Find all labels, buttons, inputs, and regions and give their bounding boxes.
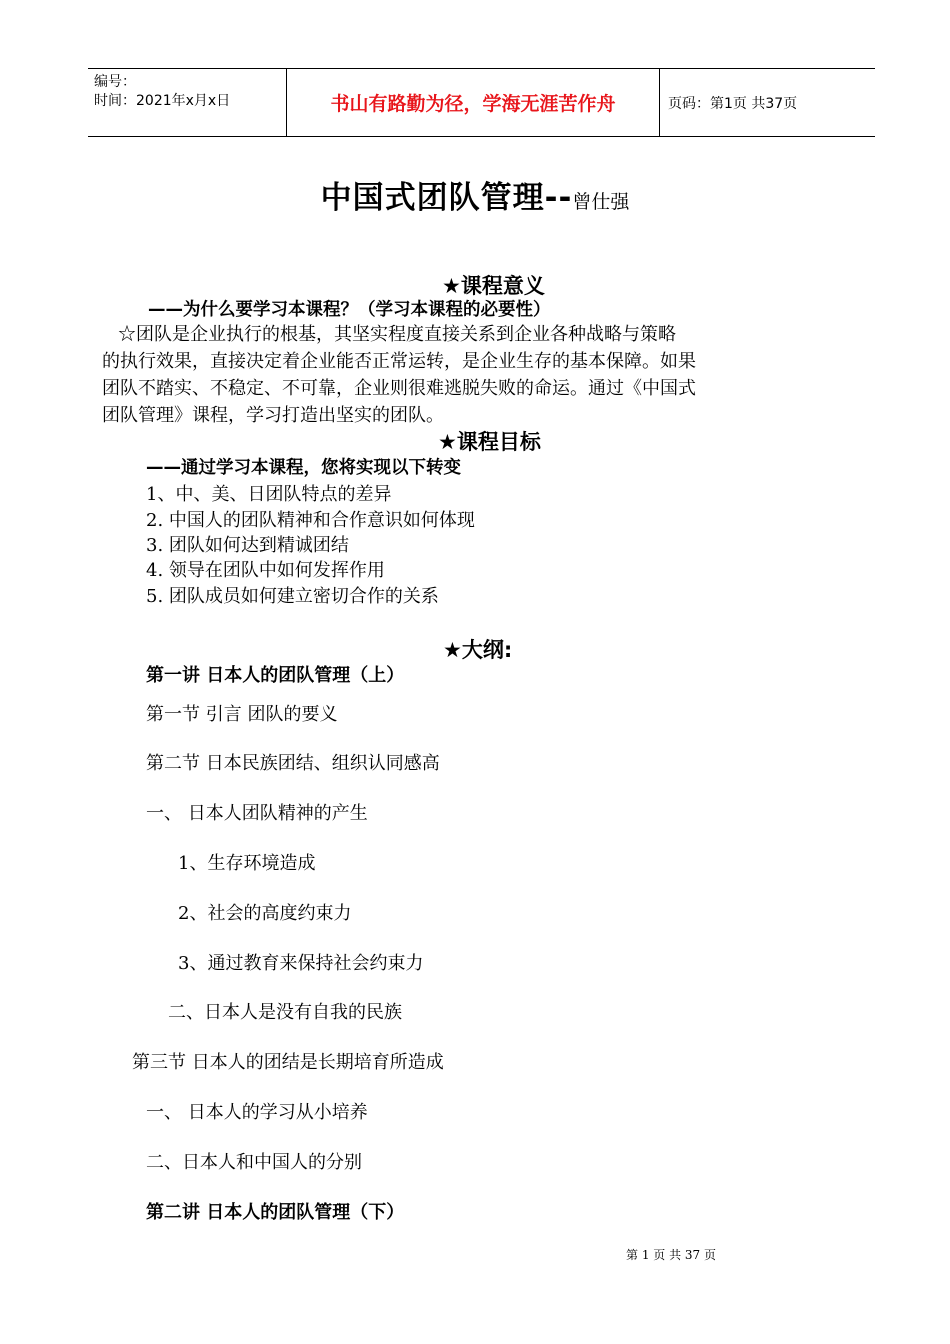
heading-course-meaning: ★课程意义 bbox=[442, 274, 545, 298]
header-motto: 书山有路勤为径，学海无涯苦作舟 bbox=[286, 69, 660, 136]
goal-item: 1、中、美、日团队特点的差异 bbox=[146, 484, 392, 505]
paragraph-course-meaning bbox=[102, 321, 842, 429]
goal-item: 3. 团队如何达到精诚团结 bbox=[146, 535, 349, 556]
document-header bbox=[88, 68, 875, 137]
outline-section: 第二节 日本民族团结、组织认同感高 bbox=[146, 753, 440, 774]
subheading-course-meaning: ——为什么要学习本课程？（学习本课程的必要性） bbox=[148, 300, 551, 320]
header-meta bbox=[94, 73, 284, 111]
goal-item: 5. 团队成员如何建立密切合作的关系 bbox=[146, 586, 439, 607]
document-title bbox=[0, 172, 950, 217]
page-footer: 第 1 页 共 37 页 bbox=[626, 1248, 716, 1262]
goal-item: 2. 中国人的团队精神和合作意识如何体现 bbox=[146, 510, 475, 531]
outline-section: 第三节 日本人的团结是长期培育所造成 bbox=[132, 1052, 444, 1073]
paragraph-line: 团队不踏实、不稳定、不可靠，企业则很难逃脱失败的命运。通过《中国式 bbox=[102, 378, 696, 399]
outline-subpoint: 2、社会的高度约束力 bbox=[178, 903, 352, 924]
outline-point: 二、日本人是没有自我的民族 bbox=[168, 1002, 402, 1023]
outline-point: 二、日本人和中国人的分别 bbox=[146, 1152, 362, 1173]
outline-subpoint: 1、生存环境造成 bbox=[178, 853, 316, 874]
header-time-label: 时间：2021年x月x日 bbox=[94, 93, 231, 109]
outline-lecture-2: 第二讲 日本人的团队管理（下） bbox=[146, 1202, 405, 1223]
title-main: 中国式团队管理-- bbox=[320, 180, 573, 216]
header-number-label: 编号： bbox=[94, 74, 136, 90]
outline-section: 第一节 引言 团队的要义 bbox=[146, 704, 338, 725]
outline-subpoint: 3、通过教育来保持社会约束力 bbox=[178, 953, 424, 974]
outline-point: 一、 日本人的学习从小培养 bbox=[146, 1102, 368, 1123]
paragraph-line: 团队管理》课程，学习打造出坚实的团队。 bbox=[102, 405, 444, 426]
header-page-info: 页码：第1页 共37页 bbox=[668, 95, 798, 112]
title-author: 曾仕强 bbox=[572, 191, 630, 213]
outline-lecture-1: 第一讲 日本人的团队管理（上） bbox=[146, 665, 405, 686]
goal-item: 4. 领导在团队中如何发挥作用 bbox=[146, 560, 385, 581]
heading-outline: ★大纲: bbox=[443, 638, 513, 662]
outline-point: 一、 日本人团队精神的产生 bbox=[146, 803, 368, 824]
subheading-course-goals: ——通过学习本课程，您将实现以下转变 bbox=[146, 458, 461, 478]
heading-course-goals: ★课程目标 bbox=[438, 430, 541, 454]
paragraph-line: ☆团队是企业执行的根基，其坚实程度直接关系到企业各种战略与策略 bbox=[118, 324, 676, 345]
paragraph-line: 的执行效果，直接决定着企业能否正常运转，是企业生存的基本保障。如果 bbox=[102, 351, 696, 372]
